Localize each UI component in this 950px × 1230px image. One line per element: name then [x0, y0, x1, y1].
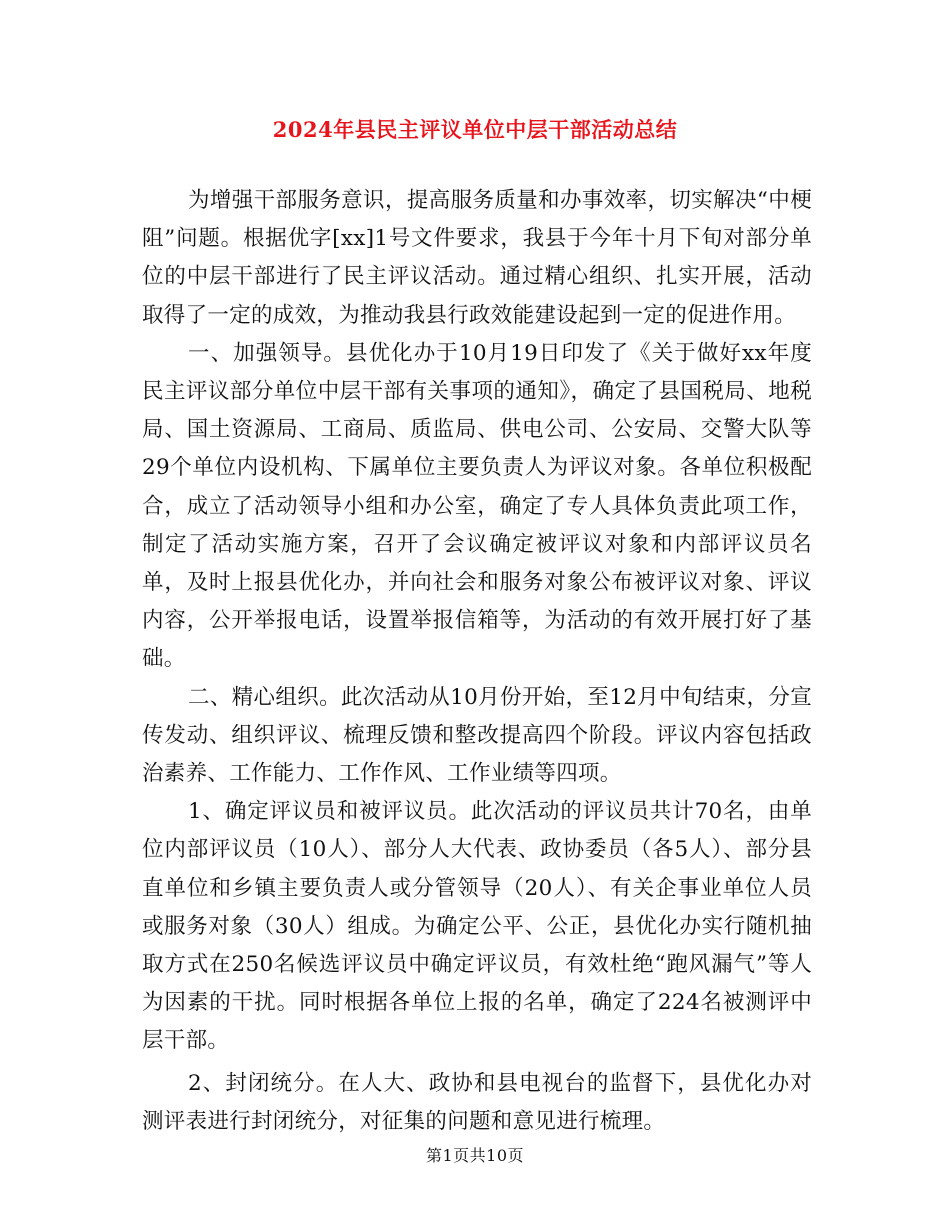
paragraph-evaluators: 1、确定评议员和被评议员。此次活动的评议员共计70名，由单位内部评议员（10人）、部分人大代表、政协委员（各5人）、部分县直单位和乡镇主要负责人或分管领导（20人）、有关企事业单位人员或服务对象（30人）组成。为确定公平、公正，县优化办实行随机抽取方式在250名候选评议员中确定评议员，有效杜绝“跑风漏气”等人为因素的干扰。同时根据各单位上报的名单，确定了224名被测评中层干部。 [142, 799, 812, 1054]
document-body [142, 182, 812, 1141]
paragraph-leadership: 一、加强领导。县优化办于10月19日印发了《关于做好xx年度民主评议部分单位中层干部有关事项的通知》，确定了县国税局、地税局、国土资源局、工商局、质监局、供电公司、公安局、交警大队等29个单位内设机构、下属单位主要负责人为评议对象。各单位积极配合，成立了活动领导小组和办公室，确定了专人具体负责此项工作，制定了活动实施方案，召开了会议确定被评议对象和内部评议员名单，及时上报县优化办，并向社会和服务对象公布被评议对象、评议内容，公开举报电话，设置举报信箱等，为活动的有效开展打好了基础。 [142, 340, 812, 672]
document-title: 2024年县民主评议单位中层干部活动总结 [272, 117, 678, 142]
page-number: 第1页共10页 [425, 1146, 525, 1165]
paragraph-organization: 二、精心组织。此次活动从10月份开始，至12月中旬结束，分宣传发动、组织评议、梳理反馈和整改提高四个阶段。评议内容包括政治素养、工作能力、工作作风、工作业绩等四项。 [142, 684, 812, 787]
paragraph-closed-scoring: 2、封闭统分。在人大、政协和县电视台的监督下，县优化办对测评表进行封闭统分，对征集的问题和意见进行梳理。 [142, 1070, 812, 1134]
paragraph-intro: 为增强干部服务意识，提高服务质量和办事效率，切实解决“中梗阻”问题。根据优字[xx]1号文件要求，我县于今年十月下旬对部分单位的中层干部进行了民主评议活动。通过精心组织、扎实开展，活动取得了一定的成效，为推动我县行政效能建设起到一定的促进作用。 [142, 188, 812, 328]
